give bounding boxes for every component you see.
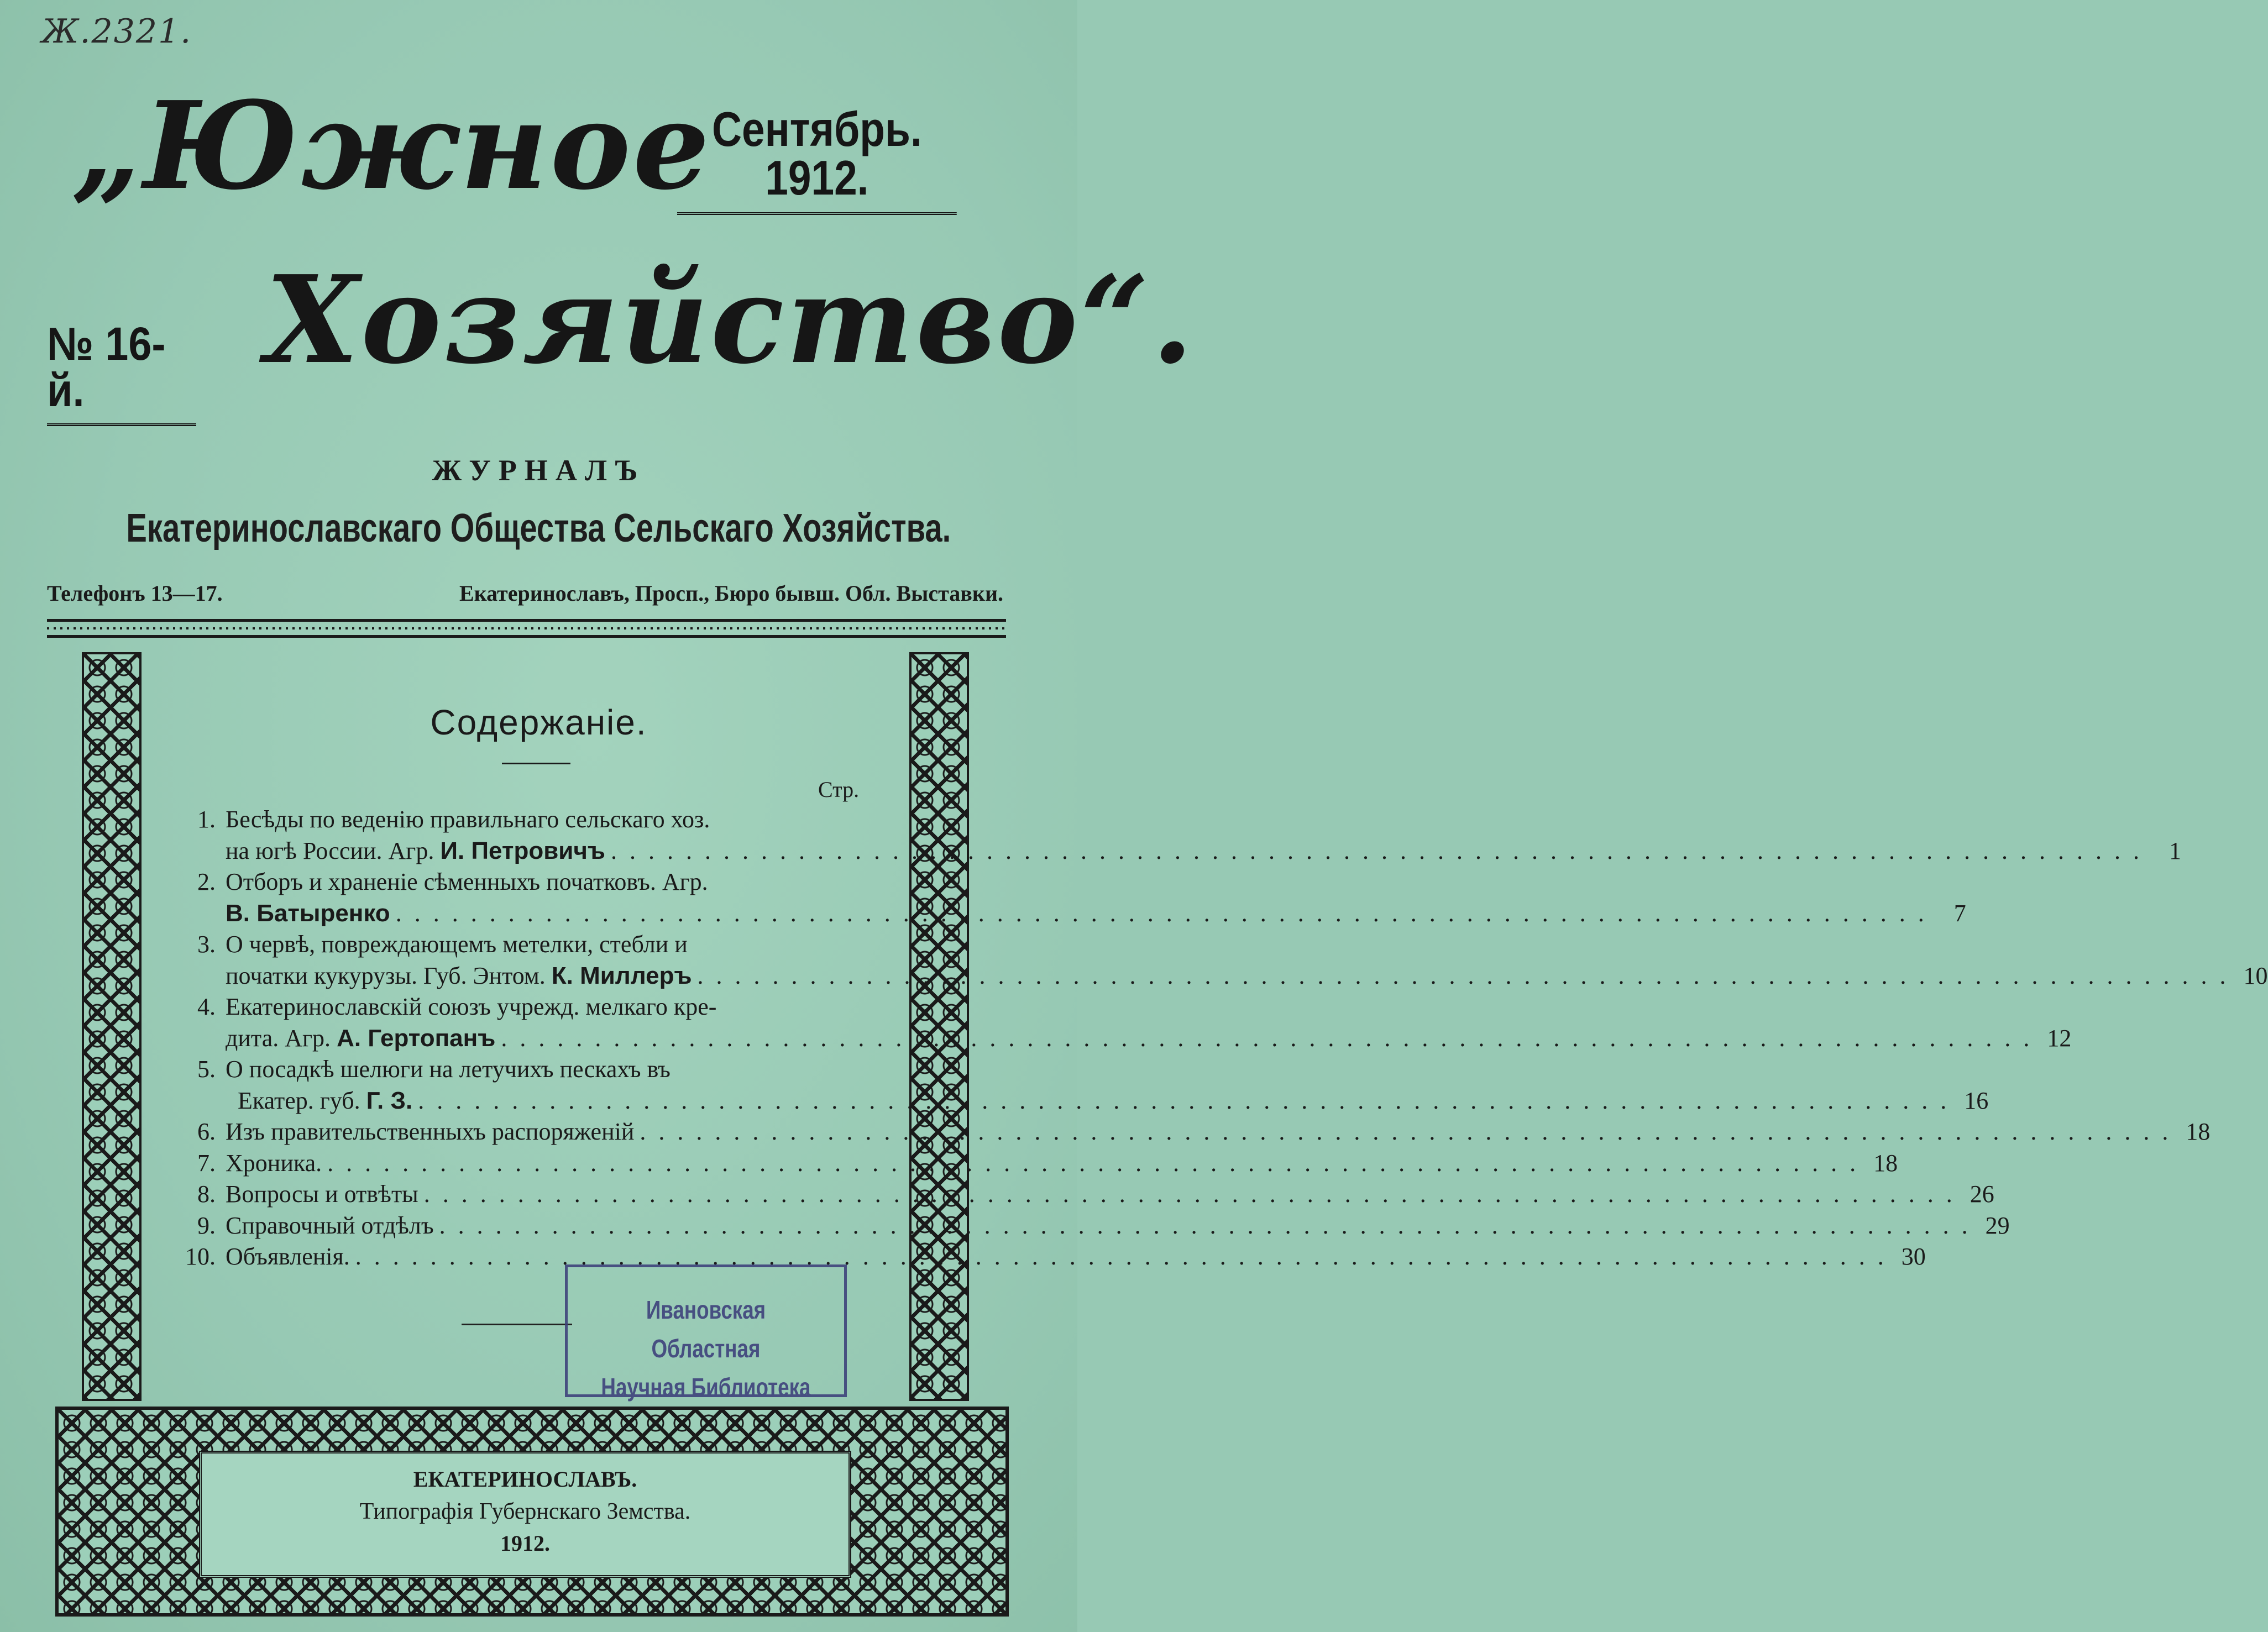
- toc-item-text: Екатер. губ.: [238, 1087, 360, 1114]
- leader-dots: [322, 1148, 1864, 1179]
- imprint-year: 1912.: [500, 1531, 550, 1556]
- archive-mark: Ж.2321.: [41, 12, 192, 51]
- stamp-line1: Ивановская Областная: [646, 1295, 766, 1363]
- address: Екатеринославъ, Просп., Бюро бывш. Обл. Выставки.: [459, 581, 1003, 606]
- issue-date: Сентябрь. 1912.: [677, 105, 957, 215]
- toc-item-body: [216, 929, 2268, 991]
- toc-item-body: [216, 1148, 1898, 1179]
- leader-dots: [434, 1210, 1977, 1242]
- toc-item-number: 6.: [197, 1118, 216, 1145]
- toc-item-line: [226, 898, 1966, 930]
- stamp-underline: [462, 1324, 572, 1325]
- toc-item-number: 9.: [197, 1211, 216, 1239]
- toc-item-line: [226, 1148, 1898, 1179]
- toc-item-text: Хроника.: [226, 1149, 322, 1177]
- society-name: [0, 506, 1077, 551]
- toc-item-number: 7.: [197, 1149, 216, 1177]
- toc-item-number: 8.: [197, 1180, 216, 1208]
- journal-label: ЖУРНАЛЪ: [432, 454, 646, 487]
- toc-item-author: Г. З.: [366, 1087, 413, 1114]
- toc-item-line: [226, 1179, 1994, 1210]
- toc-item-line: [226, 1054, 1988, 1085]
- toc-item-page: 18: [2186, 1118, 2211, 1145]
- leader-dots: [605, 836, 2148, 867]
- toc-item-author: В. Батыренко: [226, 899, 390, 927]
- page-column-label: Стр.: [818, 777, 860, 802]
- toc-item-page: 18: [1873, 1149, 1898, 1177]
- toc-item-body: [216, 867, 1966, 929]
- toc-item-body: [216, 991, 2071, 1054]
- toc-item-line: [226, 1085, 1988, 1117]
- toc-item-text: на югѣ России. Агр.: [226, 837, 434, 864]
- library-stamp: [565, 1264, 847, 1402]
- ornamental-rule: [47, 619, 1006, 638]
- toc-item-text: О посадкѣ шелюги на летучихъ пескахъ въ: [226, 1056, 671, 1083]
- toc-item-body: [216, 1054, 1988, 1116]
- toc-item-text: Объявленія.: [226, 1243, 350, 1270]
- leader-dots: [412, 1085, 1955, 1117]
- issue-number: № 16-й.: [47, 321, 196, 426]
- leader-dots: [495, 1023, 2038, 1054]
- stamp-line2: Научная Библиотека: [601, 1373, 811, 1402]
- imprint-press: Типографія Губернскаго Земства.: [359, 1499, 691, 1524]
- phone: Телефонъ 13—17.: [47, 581, 223, 606]
- toc-item: [177, 1148, 1898, 1179]
- toc-item-page: 26: [1970, 1180, 1994, 1208]
- leader-dots: [390, 898, 1933, 930]
- contents-divider: [502, 763, 570, 764]
- toc-item-body: [216, 804, 2181, 867]
- leader-dots: [418, 1179, 1961, 1210]
- toc-item-page: 30: [1901, 1243, 1926, 1270]
- toc-item-number: 1.: [197, 806, 216, 833]
- toc-item-line: [226, 1023, 2071, 1054]
- toc-item-page: 1: [2169, 837, 2181, 864]
- toc-item-line: [226, 1116, 2210, 1148]
- toc-item-page: 29: [1985, 1211, 2010, 1239]
- toc-item-text: О червѣ, повреждающемъ метелки, стебли и: [226, 931, 688, 958]
- toc-item-text: Бесѣды по веденію правильнаго сельскаго хоз.: [226, 806, 710, 833]
- toc-item: [177, 804, 2181, 867]
- toc-item-line: [226, 867, 1966, 898]
- toc-item-body: [216, 1210, 2010, 1242]
- toc-item-author: К. Миллеръ: [551, 962, 692, 989]
- toc-item-number: 10.: [185, 1243, 216, 1270]
- leader-dots: [634, 1116, 2177, 1148]
- toc-item-line: [226, 1241, 1926, 1273]
- toc-item-page: 12: [2047, 1024, 2072, 1052]
- contents-title: Содержаніе.: [430, 702, 647, 742]
- toc-item-line: [226, 961, 2268, 992]
- masthead-title-line2: Хозяйство“.: [265, 249, 1196, 391]
- toc-item-text: дита. Агр.: [226, 1024, 331, 1052]
- toc-item: [177, 1054, 1989, 1116]
- toc-item-number: 3.: [197, 931, 216, 958]
- contacts-line: [47, 580, 1003, 606]
- ornament-border-left: [82, 652, 142, 1401]
- imprint-box: [199, 1451, 851, 1578]
- toc-item-number: 5.: [197, 1056, 216, 1083]
- toc-item-line: [226, 929, 2268, 961]
- toc-item-page: 16: [1964, 1087, 1989, 1114]
- toc-item-text: Справочный отдѣлъ: [226, 1211, 434, 1239]
- toc-item-line: [226, 804, 2181, 836]
- toc-item-line: [226, 836, 2181, 867]
- toc-item-text: Отборъ и храненіе сѣменныхъ початковъ. Агр.: [226, 868, 708, 895]
- toc-item-text: Изъ правительственныхъ распоряженій: [226, 1118, 635, 1145]
- table-of-contents: [177, 804, 2268, 1273]
- toc-item-page: 7: [1953, 899, 1966, 927]
- toc-item: [177, 929, 2268, 991]
- toc-item-text: початки кукурузы. Губ. Энтом.: [226, 962, 546, 989]
- imprint-city: ЕКАТЕРИНОСЛАВЪ.: [413, 1467, 637, 1492]
- masthead-title-line1: „Южное: [72, 75, 712, 217]
- toc-item-number: 4.: [197, 993, 216, 1020]
- toc-item-line: [226, 1210, 2010, 1242]
- toc-item-body: [216, 1241, 1926, 1273]
- toc-item-author: И. Петровичъ: [440, 837, 605, 864]
- toc-item-line: [226, 991, 2071, 1023]
- toc-item: [177, 867, 1966, 929]
- society-name-text: Екатеринославскаго Общества Сельскаго Хозяйства.: [126, 506, 951, 550]
- toc-item-body: [216, 1116, 2210, 1148]
- leader-dots: [692, 961, 2235, 992]
- toc-item: [177, 1210, 2010, 1242]
- toc-item-body: [216, 1179, 1994, 1210]
- toc-item-author: А. Гертопанъ: [337, 1024, 496, 1052]
- toc-item-text: Вопросы и отвѣты: [226, 1180, 418, 1208]
- toc-item: [177, 1179, 1994, 1210]
- toc-item-text: Екатеринославскій союзъ учрежд. мелкаго кре-: [226, 993, 717, 1020]
- toc-item: [177, 1116, 2211, 1148]
- toc-item-number: 2.: [197, 868, 216, 895]
- toc-item-page: 10: [2243, 962, 2268, 989]
- toc-item: [177, 991, 2072, 1054]
